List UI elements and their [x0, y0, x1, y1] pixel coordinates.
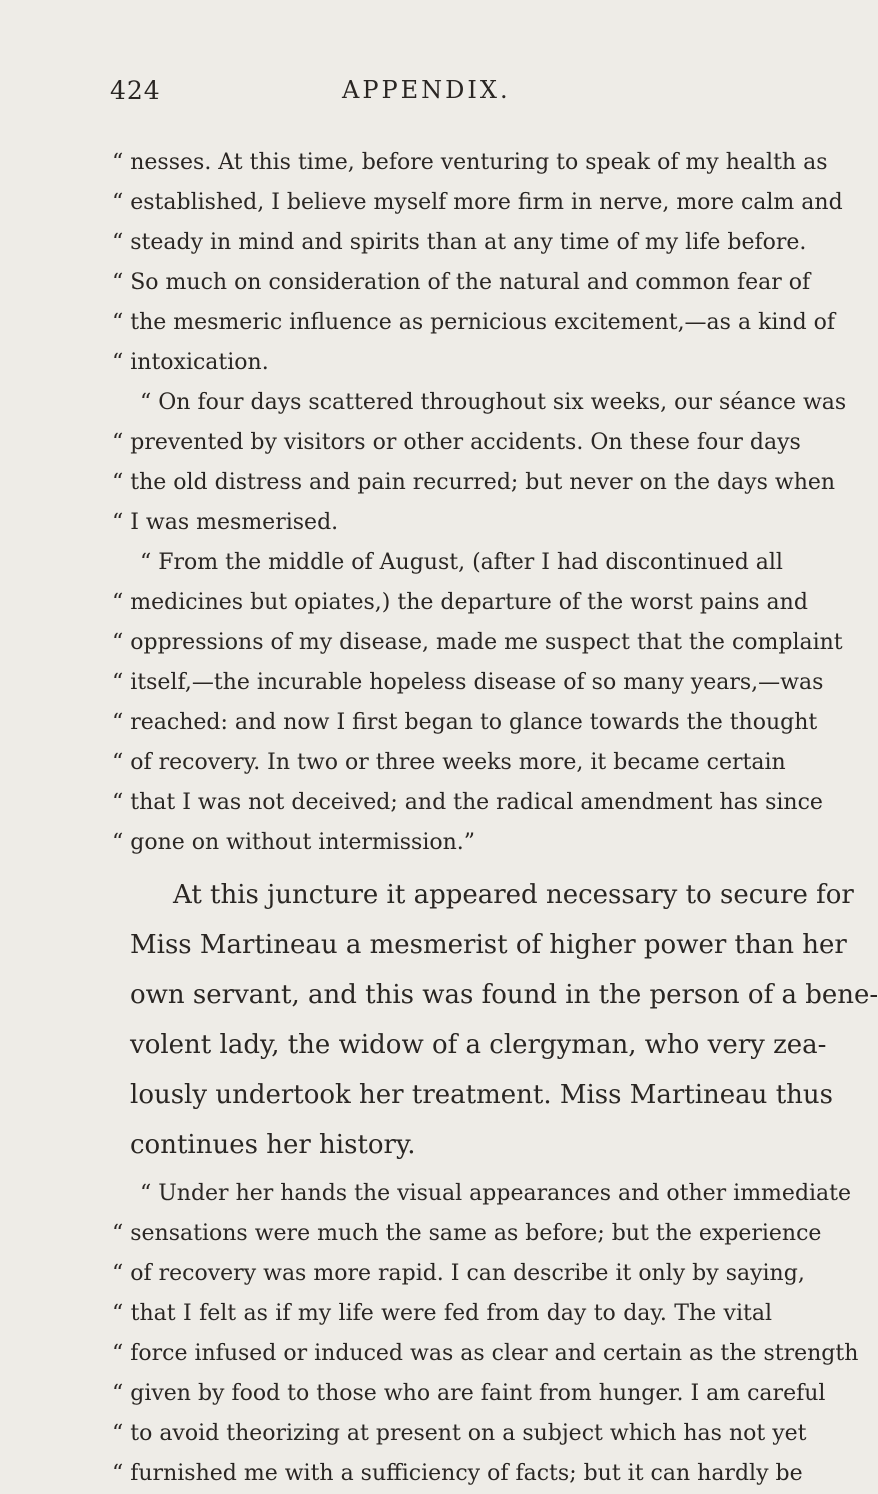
text-line: volent lady, the widow of a clergyman, who very zea- [130, 1030, 827, 1060]
text-line: “ given by food to those who are faint from hunger. I am careful [112, 1381, 826, 1406]
text-line: “ itself,—the incurable hopeless disease of so many years,—was [112, 670, 824, 695]
text-line: “ gone on without intermission.” [112, 830, 476, 855]
text-line: “ the mesmeric influence as pernicious excitement,—as a kind of [112, 310, 836, 335]
text-line: “ So much on consideration of the natural and common fear of [112, 270, 811, 295]
text-line: “ force infused or induced was as clear and certain as the strength [112, 1341, 859, 1366]
text-line: continues her history. [130, 1130, 416, 1160]
text-line: “ that I was not deceived; and the radical amendment has since [112, 790, 823, 815]
text-line: “ From the middle of August, (after I had discontinued all [140, 550, 783, 575]
text-line: “ oppressions of my disease, made me suspect that the complaint [112, 630, 843, 655]
text-line: “ medicines but opiates,) the departure of the worst pains and [112, 590, 808, 615]
text-line: “ nesses. At this time, before venturing to speak of my health as [112, 150, 828, 175]
text-line: “ I was mesmerised. [112, 510, 339, 535]
page-number: 424 [110, 76, 161, 105]
text-line: “ of recovery. In two or three weeks more, it became certain [112, 750, 786, 775]
text-line: “ of recovery was more rapid. I can describe it only by saying, [112, 1261, 805, 1286]
quoted-passage-one [112, 143, 847, 863]
text-line: “ established, I believe myself more firm in nerve, more calm and [112, 190, 843, 215]
text-line: “ prevented by visitors or other accidents. On these four days [112, 430, 801, 455]
text-line: “ Under her hands the visual appearances and other immediate [140, 1181, 852, 1206]
page-header [110, 76, 770, 116]
text-line: At this juncture it appeared necessary to secure for [173, 880, 854, 910]
quoted-passage-two [112, 1174, 859, 1494]
text-line: “ sensations were much the same as before; but the experience [112, 1221, 822, 1246]
text-line: own servant, and this was found in the person of a bene- [130, 980, 878, 1010]
text-line: “ that I felt as if my life were fed from day to day. The vital [112, 1301, 772, 1326]
text-line: “ intoxication. [112, 350, 269, 375]
text-line: “ to avoid theorizing at present on a subject which has not yet [112, 1421, 807, 1446]
narrative-paragraph [130, 870, 878, 1170]
running-head: APPENDIX. [342, 76, 511, 104]
text-line: “ reached: and now I first began to glance towards the thought [112, 710, 818, 735]
text-line: “ furnished me with a sufficiency of facts; but it can hardly be [112, 1461, 803, 1486]
text-line: Miss Martineau a mesmerist of higher power than her [130, 930, 847, 960]
text-line: “ the old distress and pain recurred; but never on the days when [112, 470, 836, 495]
text-line: “ On four days scattered throughout six weeks, our séance was [140, 390, 847, 415]
text-line: lously undertook her treatment. Miss Martineau thus [130, 1080, 833, 1110]
text-line: “ steady in mind and spirits than at any time of my life before. [112, 230, 807, 255]
